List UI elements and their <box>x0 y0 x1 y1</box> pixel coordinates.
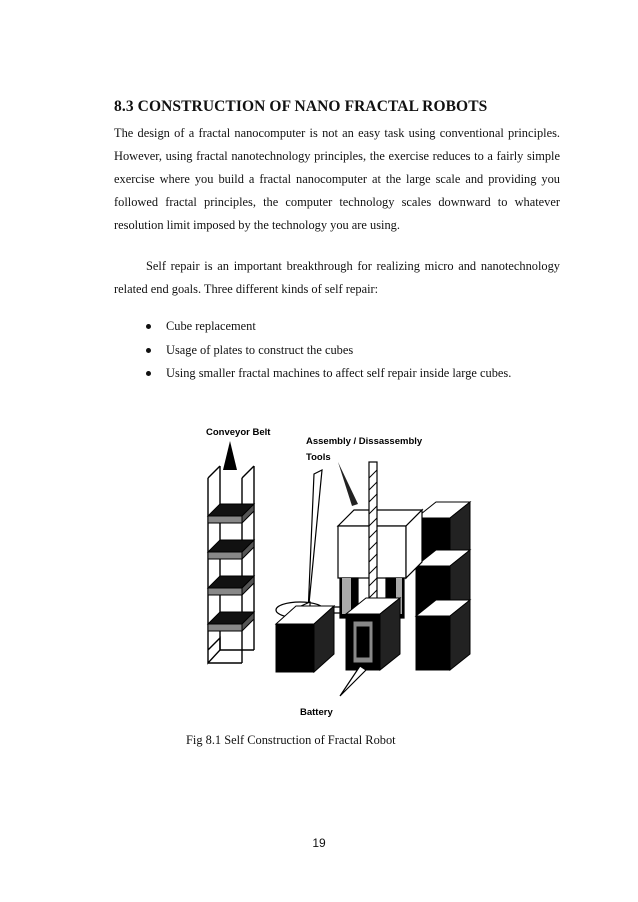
list-item-text: Usage of plates to construct the cubes <box>166 342 354 357</box>
tools-pointer-icon <box>308 470 322 614</box>
conveyor-belt <box>208 466 254 663</box>
self-repair-list <box>146 315 511 386</box>
list-item <box>146 362 511 386</box>
list-item <box>146 339 511 363</box>
conveyor-arrow-icon <box>223 441 237 470</box>
label-conveyor-belt: Conveyor Belt <box>206 427 271 438</box>
cube-stack-right <box>416 502 470 670</box>
list-item-text: Using smaller fractal machines to affect self repair inside large cubes. <box>166 366 512 380</box>
page-number: 19 <box>312 836 326 850</box>
list-item-text: Cube replacement <box>166 319 256 333</box>
fractal-robot-diagram <box>190 418 490 723</box>
conveyor-plates <box>208 504 254 631</box>
paragraph-self-repair: Self repair is an important breakthrough for realizing micro and nanotechnology related end goals. Three different kinds of self repair: <box>114 259 560 296</box>
label-battery: Battery <box>300 707 333 718</box>
bullet-icon <box>146 324 151 329</box>
assembly-pointer-icon <box>338 462 358 506</box>
label-assembly: Assembly / Dissassembly <box>306 436 423 447</box>
label-tools: Tools <box>306 452 331 463</box>
list-item <box>146 315 511 339</box>
section-heading: 8.3 CONSTRUCTION OF NANO FRACTAL ROBOTS <box>114 98 488 115</box>
figure-caption: Fig 8.1 Self Construction of Fractal Robot <box>186 733 396 747</box>
bullet-icon <box>146 371 151 376</box>
paragraph-design: The design of a fractal nanocomputer is not an easy task using conventional principles. However, using fractal nanotechnology principles, the exercise reduces to a fairly simple exercise where you build a fractal nanocomputer at the large scale and providing you followed fractal principles, the computer technology scales downward to whatever resolution limit imposed by the technology you are using. <box>114 126 560 232</box>
bullet-icon <box>146 348 151 353</box>
